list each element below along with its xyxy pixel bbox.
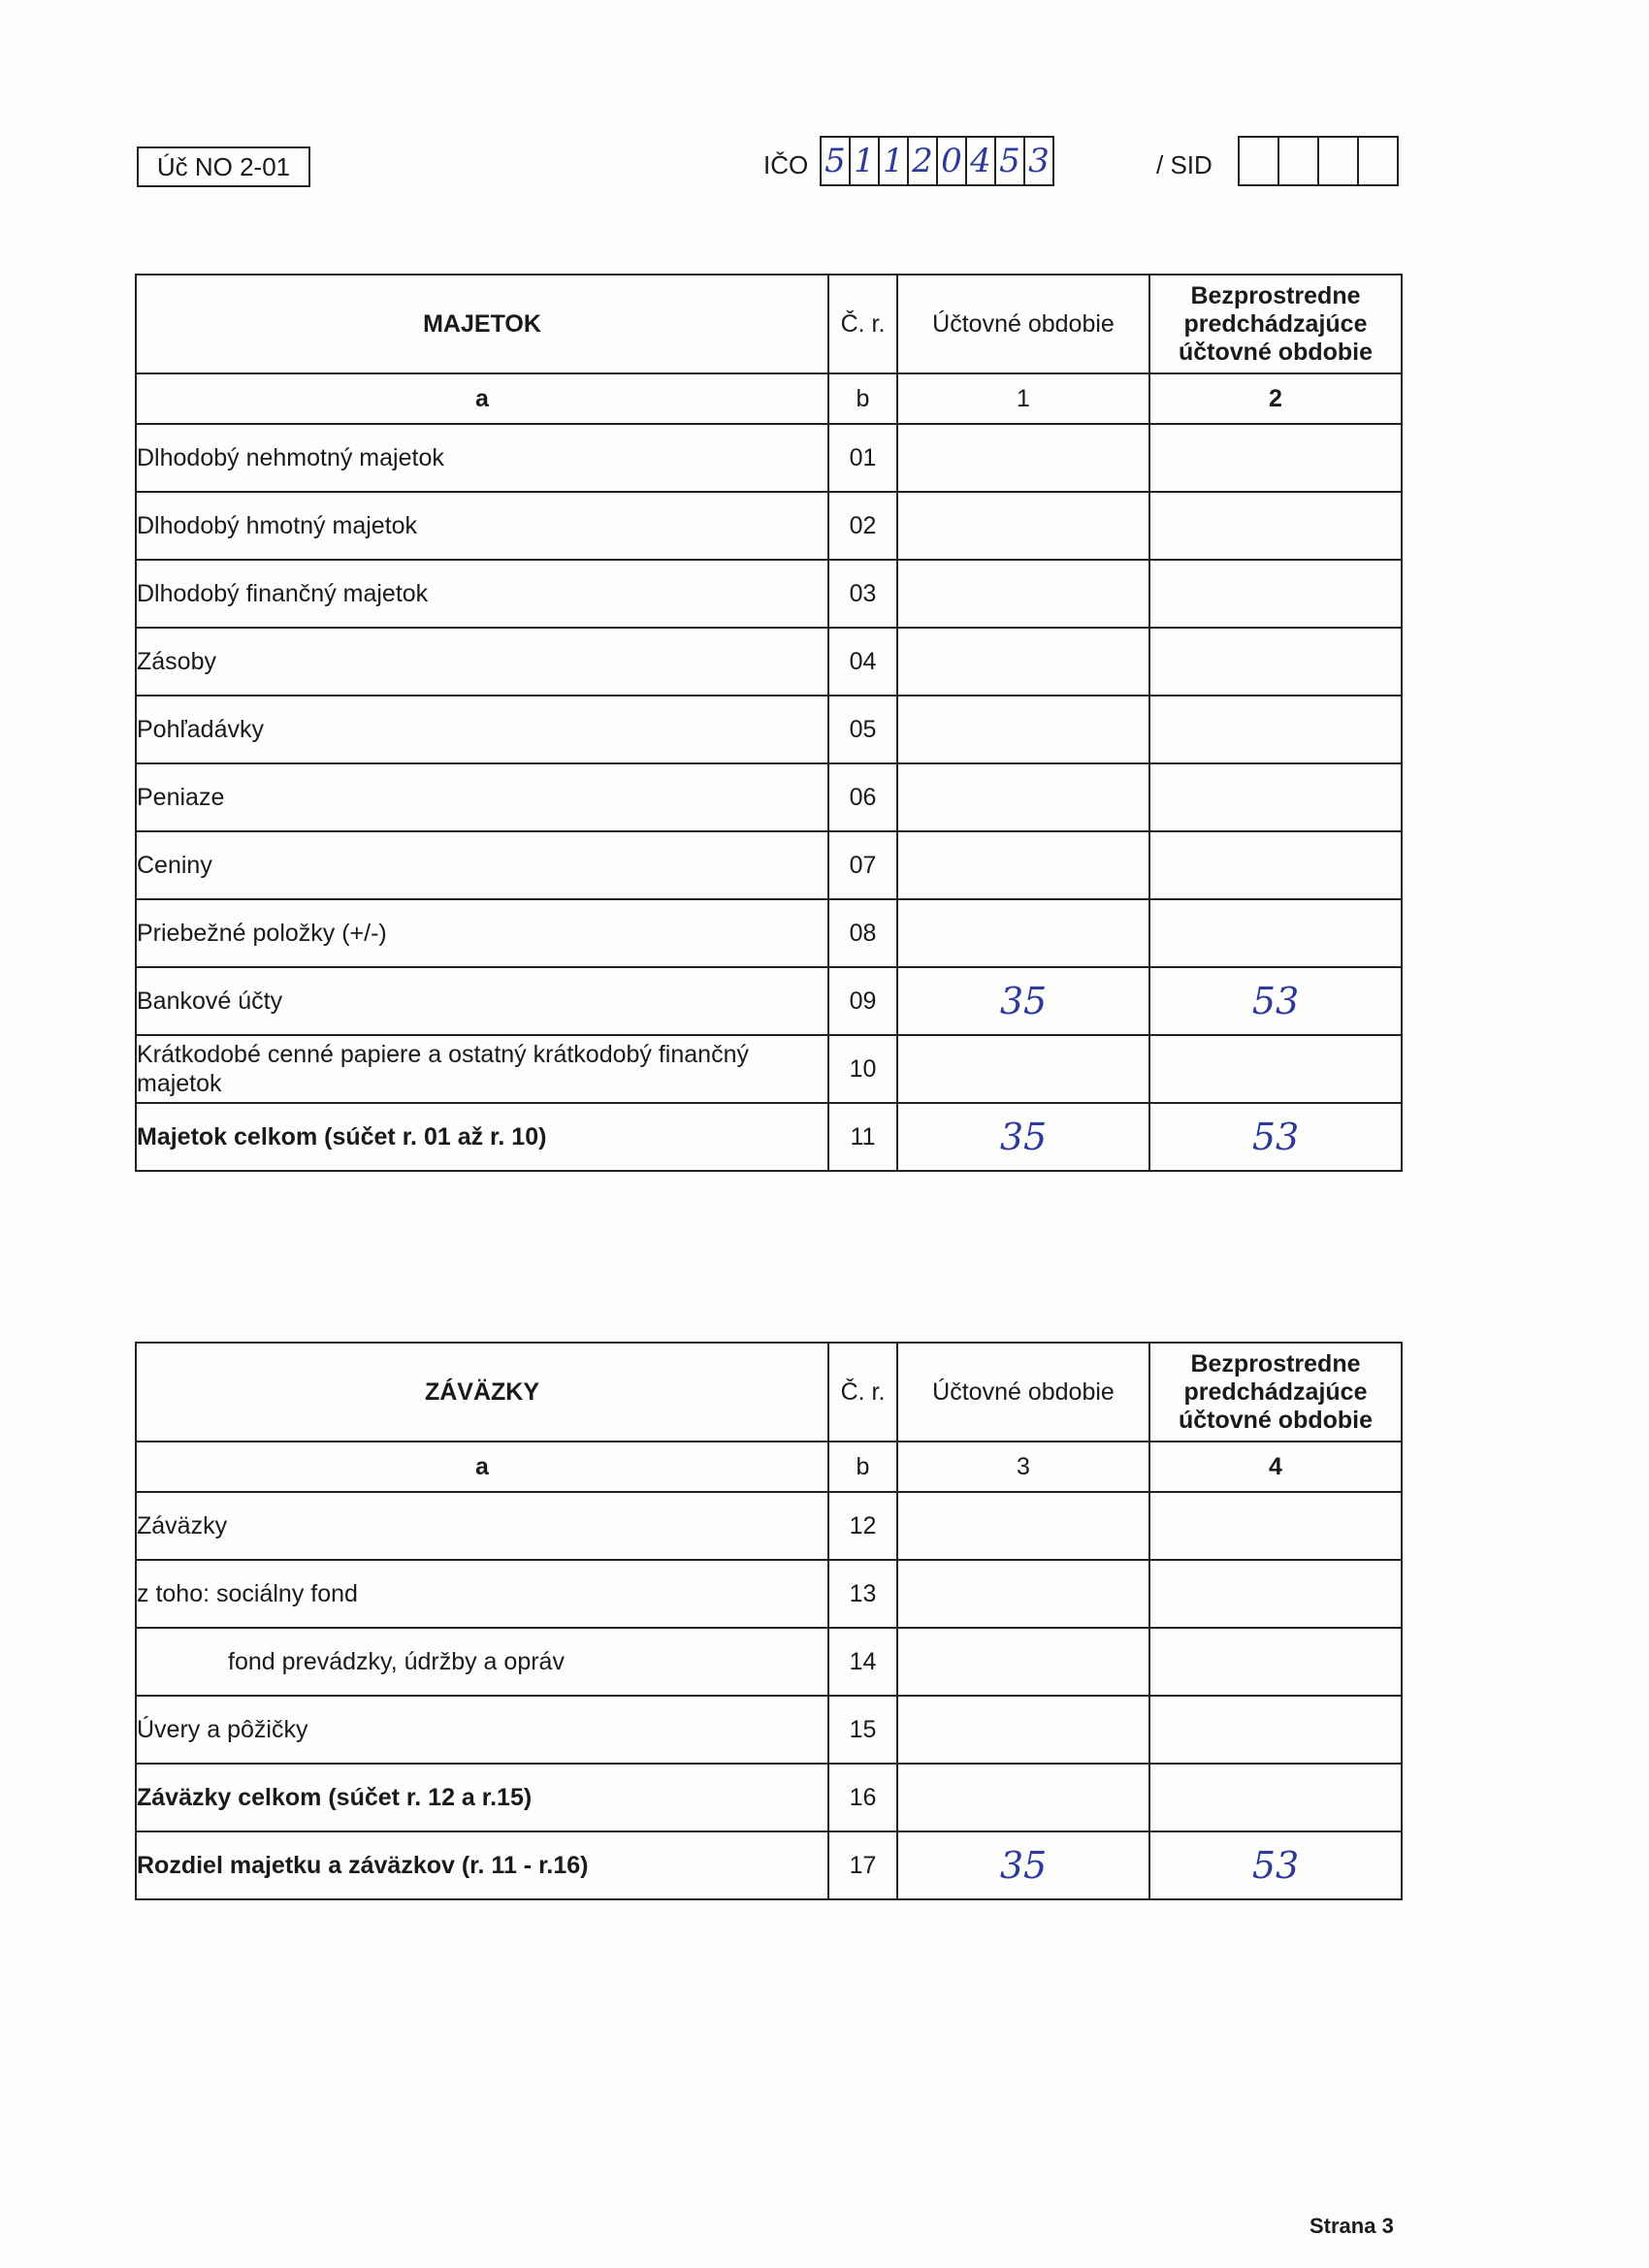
current-value[interactable]	[897, 424, 1149, 492]
ico-digit[interactable]: 1	[851, 138, 880, 184]
row-number: 02	[828, 492, 897, 560]
previous-value[interactable]	[1149, 560, 1402, 628]
row-number: 08	[828, 899, 897, 967]
current-value[interactable]	[897, 1764, 1149, 1831]
ico-digit[interactable]: 2	[909, 138, 938, 184]
current-value[interactable]: 35	[897, 1831, 1149, 1899]
sid-label: / SID	[1156, 150, 1212, 179]
table-row	[136, 899, 1402, 967]
assets-table	[135, 274, 1403, 1172]
table-row-total	[136, 1764, 1402, 1831]
current-value[interactable]	[897, 1035, 1149, 1103]
col-code: b	[828, 373, 897, 424]
current-value[interactable]	[897, 1628, 1149, 1696]
row-label: Majetok celkom (súčet r. 01 až r. 10)	[136, 1103, 828, 1171]
row-number: 09	[828, 967, 897, 1035]
sid-digit[interactable]	[1359, 138, 1397, 184]
ico-digit[interactable]: 5	[822, 138, 851, 184]
table-row	[136, 1628, 1402, 1696]
previous-value[interactable]	[1149, 1035, 1402, 1103]
current-value[interactable]	[897, 1560, 1149, 1628]
row-number: 15	[828, 1696, 897, 1764]
previous-value[interactable]	[1149, 424, 1402, 492]
previous-value[interactable]: 53	[1149, 1831, 1402, 1899]
sid-digit[interactable]	[1319, 138, 1359, 184]
row-label: Záväzky	[136, 1492, 828, 1560]
col-code: a	[136, 1442, 828, 1492]
row-number: 11	[828, 1103, 897, 1171]
liabilities-table	[135, 1342, 1403, 1900]
page-number: Strana 3	[1310, 2214, 1394, 2238]
current-value[interactable]	[897, 831, 1149, 899]
previous-value[interactable]	[1149, 492, 1402, 560]
previous-value[interactable]	[1149, 1492, 1402, 1560]
row-number: 04	[828, 628, 897, 696]
row-label: Úvery a pôžičky	[136, 1696, 828, 1764]
ico-digit[interactable]: 1	[880, 138, 909, 184]
col-header-previous-period: Bezprostredne predchádzajúce účtovné obdobie	[1149, 1343, 1402, 1442]
row-number: 14	[828, 1628, 897, 1696]
row-number: 06	[828, 763, 897, 831]
row-label: Rozdiel majetku a záväzkov (r. 11 - r.16)	[136, 1831, 828, 1899]
col-header-assets: MAJETOK	[136, 275, 828, 373]
col-code: 2	[1149, 373, 1402, 424]
previous-value[interactable]: 53	[1149, 1103, 1402, 1171]
ico-digit[interactable]: 4	[967, 138, 996, 184]
col-code: 3	[897, 1442, 1149, 1492]
col-header-liabilities: ZÁVÄZKY	[136, 1343, 828, 1442]
row-label: Krátkodobé cenné papiere a ostatný krátkodobý finančný majetok	[136, 1035, 828, 1103]
col-code: 4	[1149, 1442, 1402, 1492]
previous-value[interactable]	[1149, 899, 1402, 967]
previous-value[interactable]	[1149, 628, 1402, 696]
sid-boxes	[1238, 136, 1399, 186]
row-label: z toho: sociálny fond	[136, 1560, 828, 1628]
row-number: 16	[828, 1764, 897, 1831]
row-label: Pohľadávky	[136, 696, 828, 763]
previous-value[interactable]	[1149, 1560, 1402, 1628]
current-value[interactable]: 35	[897, 1103, 1149, 1171]
table-row-total	[136, 1103, 1402, 1171]
row-label: Zásoby	[136, 628, 828, 696]
col-header-current-period: Účtovné obdobie	[897, 275, 1149, 373]
row-label: Záväzky celkom (súčet r. 12 a r.15)	[136, 1764, 828, 1831]
previous-value[interactable]	[1149, 1628, 1402, 1696]
current-value[interactable]	[897, 696, 1149, 763]
row-number: 03	[828, 560, 897, 628]
col-header-row-no: Č. r.	[828, 275, 897, 373]
row-number: 12	[828, 1492, 897, 1560]
col-header-row-no: Č. r.	[828, 1343, 897, 1442]
row-label: Dlhodobý nehmotný majetok	[136, 424, 828, 492]
current-value[interactable]	[897, 560, 1149, 628]
col-header-current-period: Účtovné obdobie	[897, 1343, 1149, 1442]
row-label: Priebežné položky (+/-)	[136, 899, 828, 967]
col-code: b	[828, 1442, 897, 1492]
form-code: Úč NO 2-01	[137, 146, 310, 187]
sid-digit[interactable]	[1240, 138, 1279, 184]
previous-value[interactable]	[1149, 831, 1402, 899]
table-row	[136, 1035, 1402, 1103]
current-value[interactable]	[897, 492, 1149, 560]
table-row	[136, 1492, 1402, 1560]
table-row	[136, 763, 1402, 831]
table-row	[136, 628, 1402, 696]
row-label: Ceniny	[136, 831, 828, 899]
row-number: 13	[828, 1560, 897, 1628]
row-number: 05	[828, 696, 897, 763]
row-label: fond prevádzky, údržby a opráv	[136, 1628, 828, 1696]
row-number: 10	[828, 1035, 897, 1103]
row-label: Dlhodobý hmotný majetok	[136, 492, 828, 560]
sid-digit[interactable]	[1279, 138, 1319, 184]
previous-value[interactable]: 53	[1149, 967, 1402, 1035]
current-value[interactable]	[897, 628, 1149, 696]
current-value[interactable]	[897, 763, 1149, 831]
ico-digit[interactable]: 5	[996, 138, 1025, 184]
previous-value[interactable]	[1149, 763, 1402, 831]
row-label: Dlhodobý finančný majetok	[136, 560, 828, 628]
row-number: 07	[828, 831, 897, 899]
previous-value[interactable]	[1149, 1696, 1402, 1764]
table-row	[136, 967, 1402, 1035]
current-value[interactable]	[897, 1492, 1149, 1560]
col-code: 1	[897, 373, 1149, 424]
table-row	[136, 1696, 1402, 1764]
table-row	[136, 560, 1402, 628]
table-row	[136, 831, 1402, 899]
table-row	[136, 1560, 1402, 1628]
current-value[interactable]: 35	[897, 967, 1149, 1035]
col-code: a	[136, 373, 828, 424]
table-row	[136, 492, 1402, 560]
ico-boxes	[820, 136, 1054, 186]
previous-value[interactable]	[1149, 1764, 1402, 1831]
row-number: 17	[828, 1831, 897, 1899]
current-value[interactable]	[897, 1696, 1149, 1764]
col-header-previous-period: Bezprostredne predchádzajúce účtovné obdobie	[1149, 275, 1402, 373]
row-number: 01	[828, 424, 897, 492]
ico-digit[interactable]: 3	[1028, 142, 1050, 180]
table-row-difference	[136, 1831, 1402, 1899]
current-value[interactable]	[897, 899, 1149, 967]
row-label: Bankové účty	[136, 967, 828, 1035]
ico-label: IČO	[763, 150, 809, 179]
table-row	[136, 424, 1402, 492]
row-label: Peniaze	[136, 763, 828, 831]
table-row	[136, 696, 1402, 763]
ico-digit[interactable]: 0	[938, 138, 967, 184]
previous-value[interactable]	[1149, 696, 1402, 763]
